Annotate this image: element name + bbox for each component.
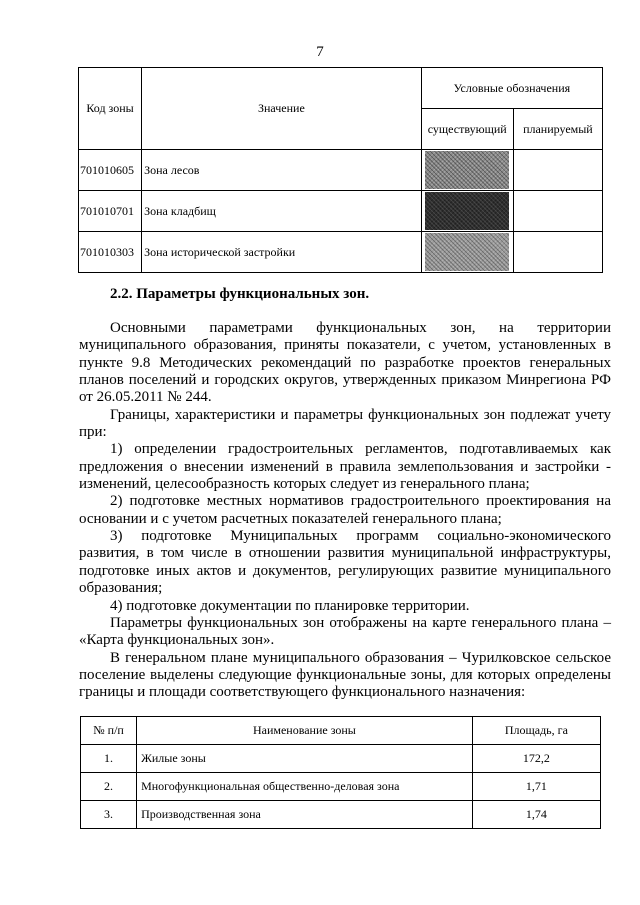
paragraph: В генеральном плане муниципального образования – Чурилковское сельское поселение выделены следующие функциональные зоны, для которых определены границы и площади соответствующего функционального назначения: [79, 649, 611, 701]
table-row [79, 191, 603, 232]
zone-code: 701010701 [79, 191, 142, 232]
table-row [81, 745, 601, 773]
zone-code: 701010605 [79, 150, 142, 191]
paragraph: Границы, характеристики и параметры функциональных зон подлежат учету при: [79, 406, 611, 441]
table-row [81, 773, 601, 801]
row-area: 1,71 [472, 773, 600, 801]
cemetery-zone-swatch [425, 192, 509, 230]
header-zone-code: Код зоны [79, 68, 142, 150]
header-existing: существующий [421, 109, 513, 150]
zone-name: Зона исторической застройки [142, 232, 422, 273]
table-row [79, 150, 603, 191]
zone-name: Зона лесов [142, 150, 422, 191]
row-num: 3. [81, 801, 137, 829]
paragraph: 4) подготовке документации по планировке территории. [110, 597, 470, 614]
body-text [79, 320, 611, 702]
row-area: 172,2 [472, 745, 600, 773]
zone-area-table [80, 716, 601, 829]
planned-cell [513, 232, 602, 273]
paragraph: Основными параметрами функциональных зон, на территории муниципального образования, приняты показатели, с учетом, установленных в пункте 9.8 Методических рекомендаций по разработке проектов генеральных планов поселений и городских округов, утвержденных приказом Минрегиона РФ от 26.05.2011 № 244. [79, 320, 611, 406]
planned-cell [513, 150, 602, 191]
paragraph: 2) подготовке местных нормативов градостроительного проектирования на основании и с учетом расчетных показателей генерального плана; [79, 493, 611, 527]
page-number: 7 [316, 44, 324, 60]
table-row [79, 232, 603, 273]
paragraph: Параметры функциональных зон отображены на карте генерального плана – «Карта функциональных зон». [79, 614, 611, 649]
row-zone-name: Жилые зоны [137, 745, 473, 773]
paragraph: 3) подготовке Муниципальных программ социально-экономического развития, в том числе в отношении развития муниципальной инфраструктуры, подготовке иных актов и документов, регулирующих развитие муниципального образования; [79, 528, 611, 597]
header-zone-name: Наименование зоны [137, 717, 473, 745]
section-heading: 2.2. Параметры функциональных зон. [110, 286, 370, 302]
table-row [81, 801, 601, 829]
zone-code: 701010303 [79, 232, 142, 273]
row-num: 1. [81, 745, 137, 773]
header-area: Площадь, га [472, 717, 600, 745]
paragraph: 1) определении градостроительных регламентов, подготавливаемых как предложения о внесении изменений в правила землепользования и застройки - изменений, целесообразность которых следует из генерального плана; [79, 441, 611, 493]
row-zone-name: Производственная зона [137, 801, 473, 829]
header-num: № п/п [81, 717, 137, 745]
row-num: 2. [81, 773, 137, 801]
header-symbols: Условные обозначения [421, 68, 602, 109]
forest-zone-swatch [425, 151, 509, 189]
row-zone-name: Многофункциональная общественно-деловая зона [137, 773, 473, 801]
historic-zone-swatch [425, 233, 509, 271]
zone-name: Зона кладбищ [142, 191, 422, 232]
zone-legend-table [78, 67, 603, 273]
header-value: Значение [142, 68, 422, 150]
row-area: 1,74 [472, 801, 600, 829]
header-planned: планируемый [513, 109, 602, 150]
planned-cell [513, 191, 602, 232]
